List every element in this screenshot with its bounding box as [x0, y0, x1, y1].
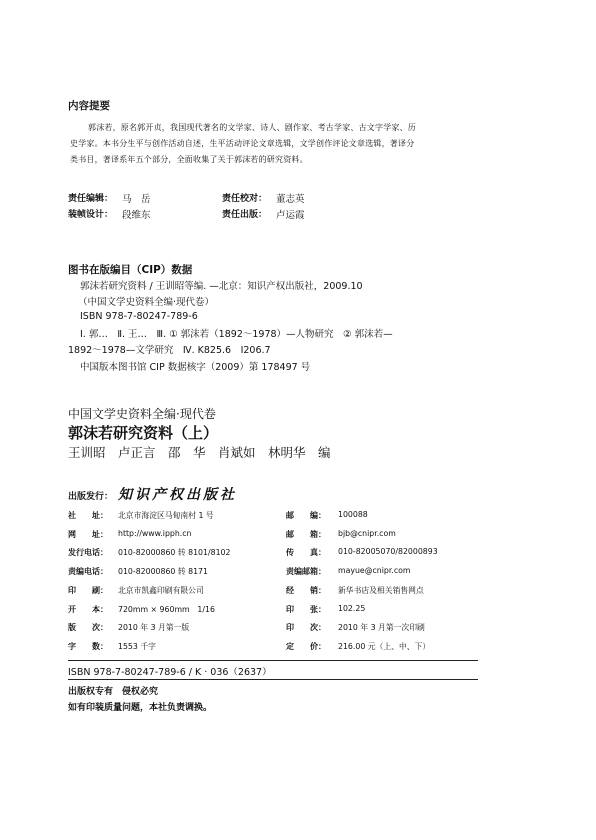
editor-label: 责任编辑： — [68, 194, 114, 204]
info-value: 2010 年 3 月第一版 — [118, 623, 190, 632]
info-label: 印 次： — [286, 623, 326, 632]
cip-line: Ⅰ. 郭… Ⅱ. 王… Ⅲ. ① 郭沫若（1892～1978）—人物研究 ② 郭沫若— — [80, 329, 393, 340]
summary-line: 类书目，著译系年五个部分，全面收集了关于郭沫若的研究资料。 — [70, 155, 308, 164]
info-value: 720mm × 960mm 1/16 — [118, 605, 215, 614]
info-label: 责编电话： — [68, 567, 108, 576]
info-label: 网 址： — [68, 530, 108, 539]
info-label: 印 张： — [286, 605, 326, 614]
proof-label: 责任校对： — [222, 194, 268, 204]
publish-value: 卢运霞 — [276, 210, 305, 221]
info-value: 新华书店及相关销售网点 — [338, 586, 424, 595]
info-label: 开 本： — [68, 605, 108, 614]
cip-line: 1892～1978—文学研究 Ⅳ. K825.6 I206.7 — [68, 345, 271, 356]
info-value: http://www.ipph.cn — [118, 529, 192, 538]
info-label: 邮 箱： — [286, 530, 326, 539]
info-value: 1553 千字 — [118, 642, 156, 651]
cip-line: ISBN 978-7-80247-789-6 — [80, 311, 198, 322]
info-label: 社 址： — [68, 511, 108, 520]
info-value: 010-82000860 转 8101/8102 — [118, 548, 231, 557]
info-value: 010-82000860 转 8171 — [118, 567, 208, 576]
proof-value: 董志英 — [276, 194, 305, 205]
series-title: 中国文学史资料全编·现代卷 — [68, 407, 216, 421]
info-label: 发行电话： — [68, 548, 108, 557]
info-label: 邮 编： — [286, 511, 326, 520]
cip-heading: 图书在版编目（CIP）数据 — [68, 264, 193, 276]
info-label: 字 数： — [68, 642, 108, 651]
info-label: 定 价： — [286, 642, 326, 651]
info-value: 216.00 元（上、中、下） — [338, 642, 431, 651]
summary-line: 郭沫若，原名郭开贞，我国现代著名的文学家、诗人、剧作家、考古学家、古文字学家、历 — [88, 123, 416, 132]
info-value: 102.25 — [338, 604, 366, 613]
info-label: 经 销： — [286, 586, 326, 595]
divider-top — [68, 660, 478, 661]
info-value: 2010 年 3 月第一次印刷 — [338, 623, 425, 632]
publisher-label: 出版发行： — [68, 492, 114, 502]
info-value: 010-82005070/82000893 — [338, 547, 438, 556]
info-label: 责编邮箱： — [286, 567, 326, 576]
info-label: 传 真： — [286, 548, 326, 557]
book-title: 郭沫若研究资料（上） — [68, 424, 219, 442]
cip-line: 郭沫若研究资料 / 王训昭等编. —北京：知识产权出版社，2009.10 — [80, 281, 363, 292]
copyright-line: 出版权专有 侵权必究 — [68, 687, 159, 697]
info-label: 版 次： — [68, 623, 108, 632]
isbn-line: ISBN 978-7-80247-789-6 / K · 036（2637） — [68, 667, 272, 678]
info-value: mayue@cnipr.com — [338, 566, 411, 575]
info-value: 100088 — [338, 510, 368, 519]
publish-label: 责任出版： — [222, 210, 268, 220]
design-value: 段维东 — [122, 210, 151, 221]
info-value: 北京市凯鑫印刷有限公司 — [118, 586, 204, 595]
cip-line: 中国版本图书馆 CIP 数据核字（2009）第 178497 号 — [80, 362, 311, 373]
info-value: bjb@cnipr.com — [338, 529, 396, 538]
divider-bottom — [68, 679, 478, 680]
quality-notice: 如有印装质量问题，本社负责调换。 — [68, 703, 213, 713]
editor-value: 马 岳 — [122, 194, 151, 205]
design-label: 装帧设计： — [68, 210, 114, 220]
cip-line: （中国文学史资料全编·现代卷） — [78, 297, 215, 308]
summary-line: 史学家。本书分生平与创作活动自述，生平活动评论文章选辑，文学创作评论文章选辑，著译分 — [70, 139, 415, 148]
summary-heading: 内容提要 — [68, 100, 110, 112]
info-label: 印 刷： — [68, 586, 108, 595]
book-authors: 王训昭 卢正言 邵 华 肖斌如 林明华 编 — [68, 445, 331, 460]
info-value: 北京市海淀区马甸南村 1 号 — [118, 511, 214, 520]
publisher-name: 知识产权出版社 — [118, 487, 237, 503]
